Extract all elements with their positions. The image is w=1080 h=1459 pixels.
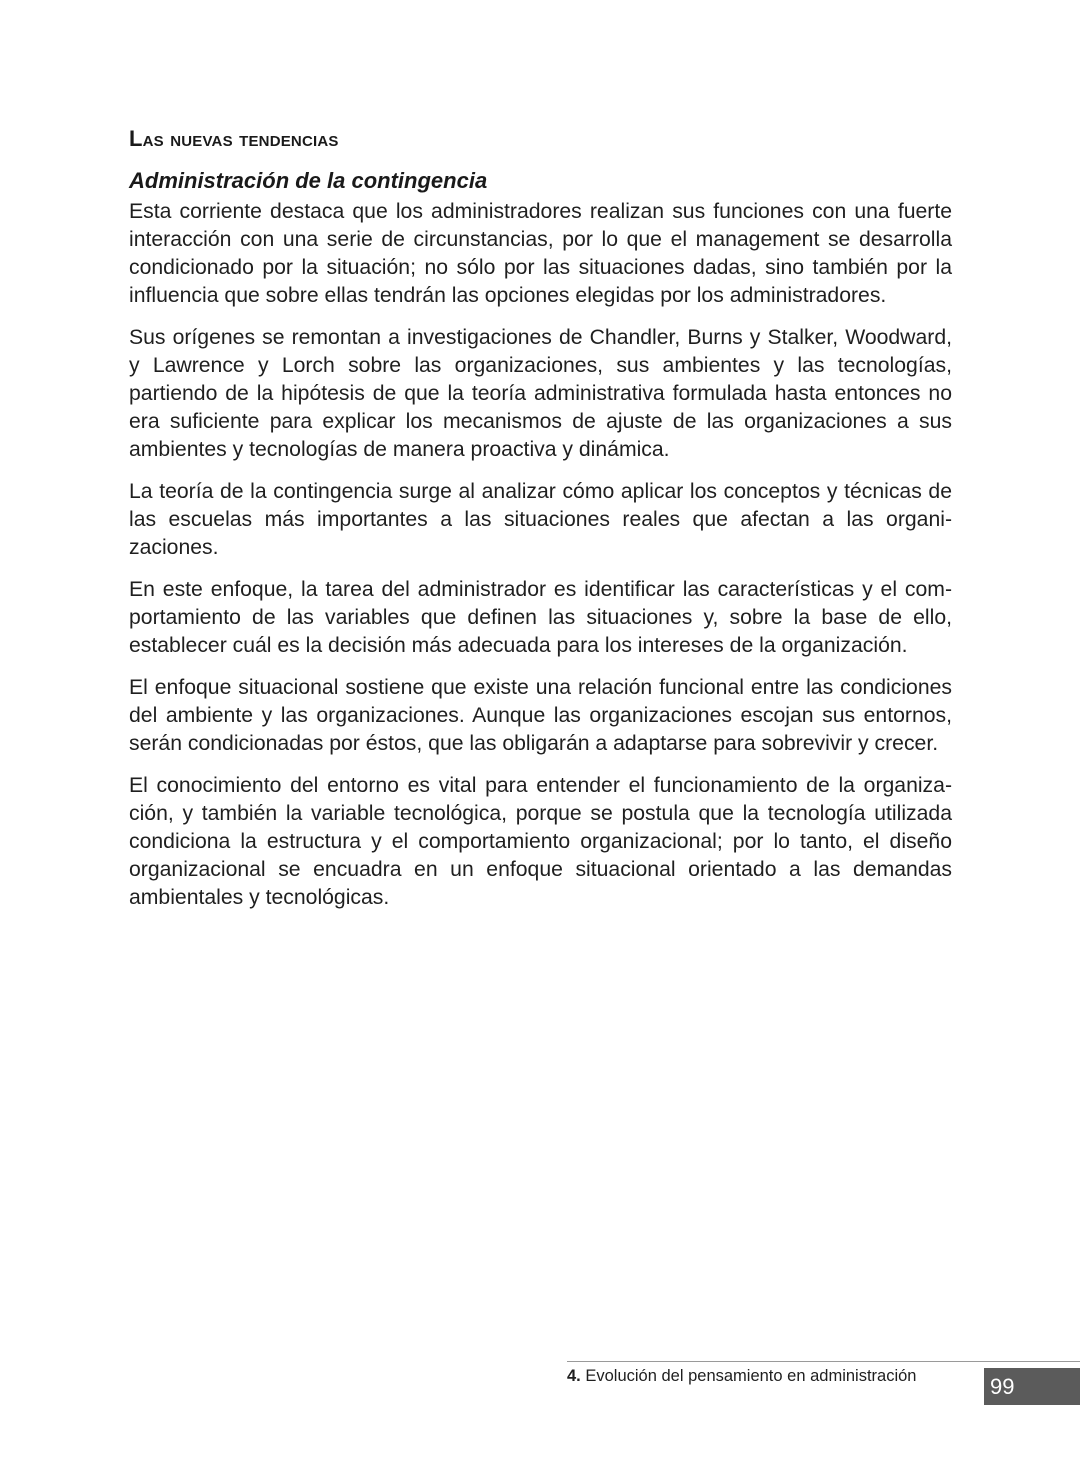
paragraph-5: El enfoque situacional sostiene que existe una relación funcional entre las condiciones del ambiente y las organizaciones. Aunque las organizaciones escojan sus entornos, serán condicionadas por éstos, que las obligarán a adaptarse para sobrevivir y crecer. [129,676,952,755]
subsection-heading: Administración de la contingencia [129,168,488,193]
running-footer [567,1366,916,1386]
chapter-number: 4. [567,1367,581,1385]
chapter-title: Evolución del pensamiento en administración [585,1367,917,1385]
page-body [129,124,952,926]
paragraph-2: Sus orígenes se remontan a investigaciones de Chandler, Burns y Stalker, Woodward, y Lawrence y Lorch sobre las organizaciones, sus ambientes y las tecnologías, partiendo de la hipótesis de que la teoría administrativa formulada hasta entonces no era suficiente para explicar los mecanismos de ajuste de las organizaciones a sus ambientes y tecnologías de manera proactiva y dinámica. [129,326,952,461]
page-number-box [984,1368,1080,1405]
page-number: 99 [990,1374,1015,1399]
paragraph-3: La teoría de la contingencia surge al analizar cómo aplicar los conceptos y técnicas de las escuelas más importantes a las situaciones reales que afectan a las organizaciones. [129,480,952,559]
paragraph-6: El conocimiento del entorno es vital para entender el funcionamiento de la organización, y también la variable tecnológica, porque se postula que la tecnología utilizada condiciona la estructura y el comportamiento organizacional; por lo tanto, el diseño organizacional se encuadra en un enfoque situacional orientado a las demandas ambientales y tecnológicas. [129,774,952,909]
paragraph-4: En este enfoque, la tarea del administrador es identificar las características y el comportamiento de las variables que definen las situaciones y, sobre la base de ello, establecer cuál es la decisión más adecuada para los intereses de la organización. [129,578,952,657]
paragraph-1: Esta corriente destaca que los administradores realizan sus funciones con una fuerte interacción con una serie de circunstancias, por lo que el management se desarrolla condicionado por la situación; no sólo por las situaciones dadas, sino también por la influencia que sobre ellas tendrán las opciones elegidas por los administradores. [129,200,952,307]
footer-divider [567,1361,1080,1362]
section-heading: Las nuevas tendencias [129,126,339,151]
